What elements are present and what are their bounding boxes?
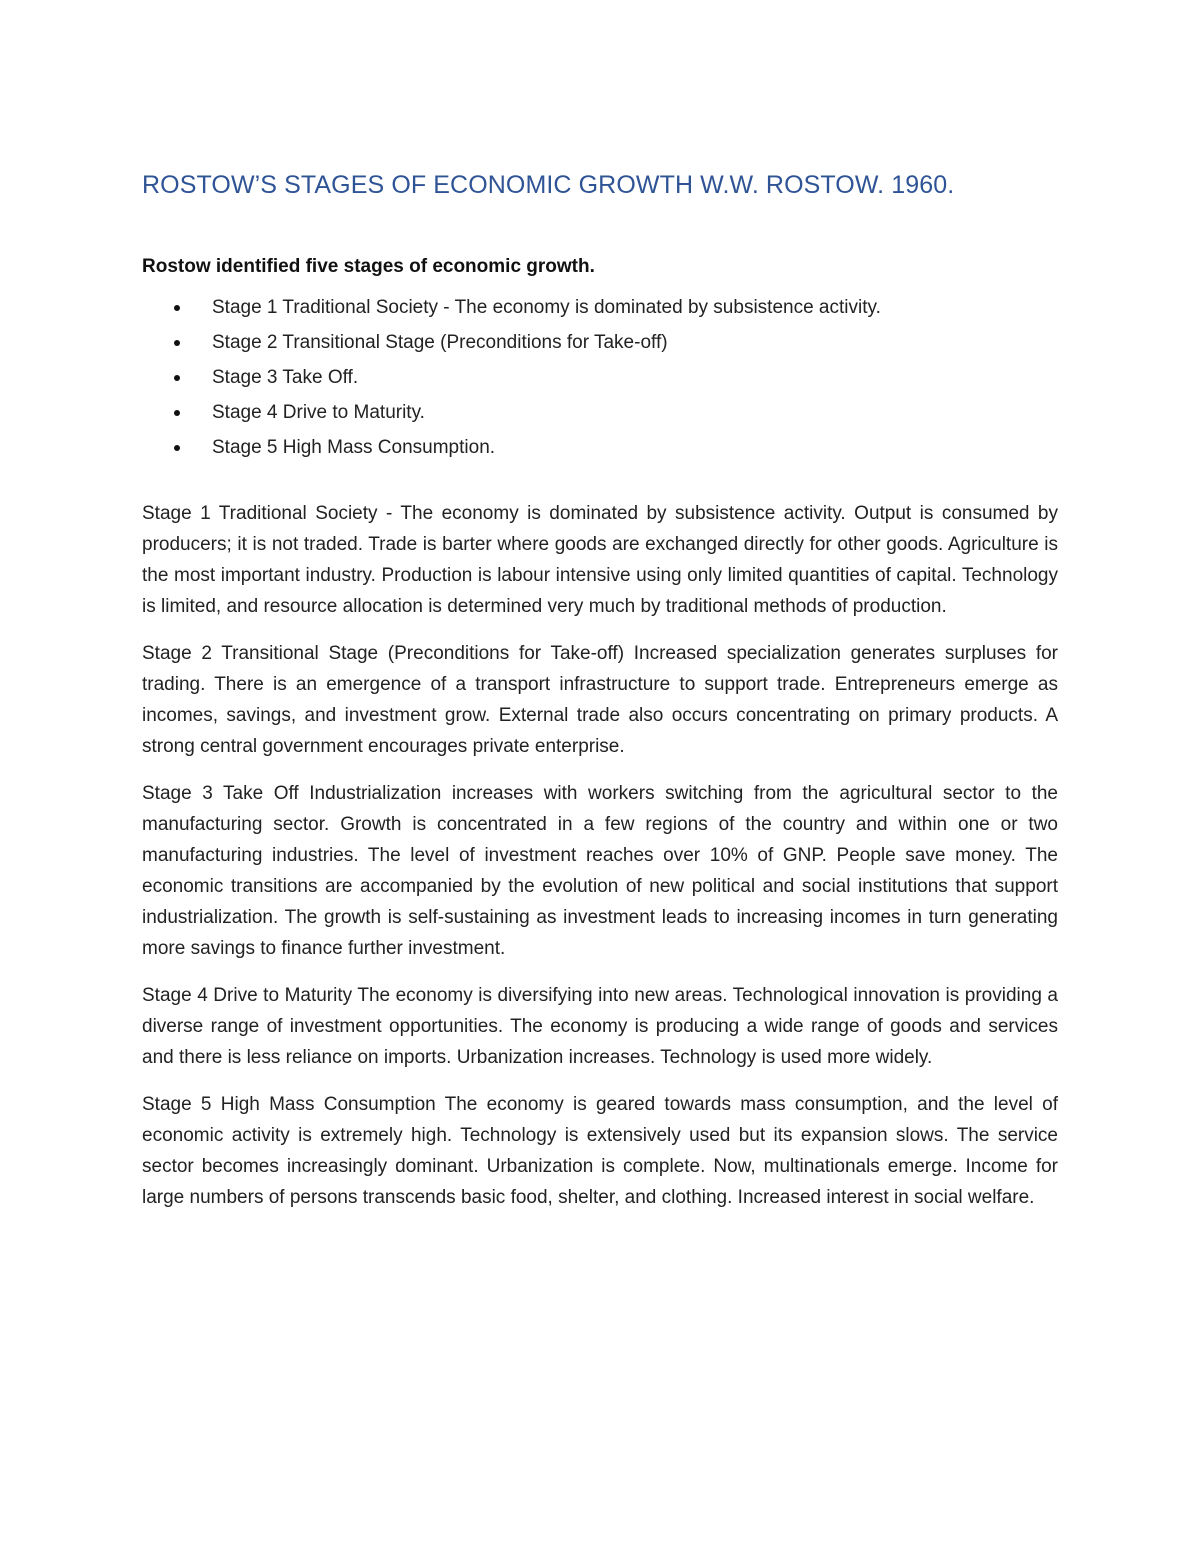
list-item-text: Stage 4 Drive to Maturity.: [212, 402, 425, 423]
list-item: [142, 290, 1058, 325]
body-paragraphs: [142, 498, 1058, 1213]
document-title: ROSTOW’S STAGES OF ECONOMIC GROWTH W.W. ROSTOW. 1960.: [142, 171, 955, 199]
bullet-icon: [174, 340, 180, 346]
list-item-text: Stage 2 Transitional Stage (Preconditions for Take-off): [212, 332, 668, 353]
list-item-text: Stage 1 Traditional Society - The economy is dominated by subsistence activity.: [212, 297, 881, 318]
bullet-icon: [174, 375, 180, 381]
bullet-icon: [174, 305, 180, 311]
paragraph-stage-1: Stage 1 Traditional Society - The economy is dominated by subsistence activity. Output is consumed by producers; it is not traded. Trade is barter where goods are exchanged directly for other goods. Agriculture is the most important industry. Production is labour intensive using only limited quantities of capital. Technology is limited, and resource allocation is determined very much by traditional methods of production.: [142, 503, 1058, 617]
bullet-icon: [174, 410, 180, 416]
document-content: [142, 168, 1058, 1229]
paragraph-stage-5: Stage 5 High Mass Consumption The economy is geared towards mass consumption, and the level of economic activity is extremely high. Technology is extensively used but its expansion slows. The service sector becomes increasingly dominant. Urbanization is complete. Now, multinationals emerge. Income for large numbers of persons transcends basic food, shelter, and clothing. Increased interest in social welfare.: [142, 1094, 1058, 1208]
list-item: [142, 395, 1058, 430]
paragraph-stage-4: Stage 4 Drive to Maturity The economy is diversifying into new areas. Technological innovation is providing a diverse range of investment opportunities. The economy is producing a wide range of goods and services and there is less reliance on imports. Urbanization increases. Technology is used more widely.: [142, 985, 1058, 1068]
stage-list: [142, 290, 1058, 465]
intro-heading: Rostow identified five stages of economic growth.: [142, 256, 595, 277]
paragraph-stage-3: Stage 3 Take Off Industrialization increases with workers switching from the agricultural sector to the manufacturing sector. Growth is concentrated in a few regions of the country and within one or two manufacturing industries. The level of investment reaches over 10% of GNP. People save money. The economic transitions are accompanied by the evolution of new political and social institutions that support industrialization. The growth is self-sustaining as investment leads to increasing incomes in turn generating more savings to finance further investment.: [142, 783, 1058, 959]
list-item: [142, 325, 1058, 360]
list-item-text: Stage 5 High Mass Consumption.: [212, 437, 496, 458]
bullet-icon: [174, 445, 180, 451]
list-item: [142, 360, 1058, 395]
list-item-text: Stage 3 Take Off.: [212, 367, 359, 388]
list-item: [142, 430, 1058, 465]
paragraph-stage-2: Stage 2 Transitional Stage (Preconditions for Take-off) Increased specialization generates surpluses for trading. There is an emergence of a transport infrastructure to support trade. Entrepreneurs emerge as incomes, savings, and investment grow. External trade also occurs concentrating on primary products. A strong central government encourages private enterprise.: [142, 643, 1058, 757]
